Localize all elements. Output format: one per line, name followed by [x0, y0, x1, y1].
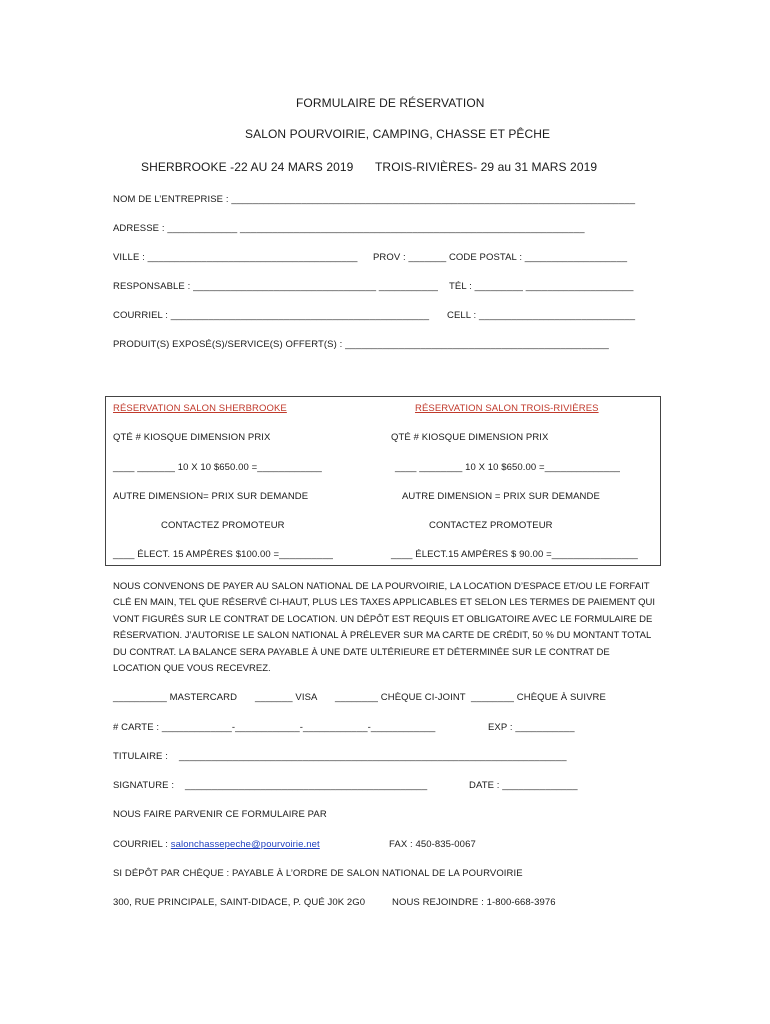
sherbrooke-electricity-line[interactable]: ____ ÉLECT. 15 AMPÈRES $100.00 =__________: [113, 549, 333, 560]
trois-rivieres-electricity-line[interactable]: ____ ÉLECT.15 AMPÈRES $ 90.00 =________________: [391, 549, 638, 560]
contact-phone: NOUS REJOINDRE : 1-800-668-3976: [392, 897, 556, 908]
province-postal-field[interactable]: PROV : _______ CODE POSTAL : ___________________: [373, 252, 628, 263]
trois-rivieres-columns: QTÉ # KIOSQUE DIMENSION PRIX: [391, 432, 549, 443]
signature-line[interactable]: _____________________________________________: [185, 780, 428, 791]
mastercard-option[interactable]: __________ MASTERCARD: [113, 692, 238, 703]
signature-label: SIGNATURE :: [113, 780, 175, 791]
trois-rivieres-other-dimension: AUTRE DIMENSION = PRIX SUR DEMANDE: [402, 491, 600, 502]
expiry-field[interactable]: EXP : ___________: [488, 722, 575, 733]
reservation-box: [105, 396, 661, 566]
city-field[interactable]: VILLE : _______________________________________: [113, 252, 358, 263]
products-field[interactable]: PRODUIT(S) EXPOSÉ(S)/SERVICE(S) OFFERT(S) : _________________________________________________: [113, 339, 609, 350]
cheque-payable-note: SI DÉPÔT PAR CHÈQUE : PAYABLE À L’ORDRE DE SALON NATIONAL DE LA POURVOIRIE: [113, 868, 523, 879]
card-number-field[interactable]: # CARTE : _____________-____________-____________-____________: [113, 722, 436, 733]
payment-agreement-text: NOUS CONVENONS DE PAYER AU SALON NATIONAL DE LA POURVOIRIE, LA LOCATION D’ESPACE ET/OU LE FORFAIT CLÉ EN MAIN, TEL QUE RÉSERVÉ CI-HAUT, PLUS LES TAXES APPLICABLES ET SELON LES TERMES DE PAIEMENT QUI VONT FIGURÉS SUR LE CONTRAT DE LOCATION. UN DÉPÔT EST REQUIS ET OBLIGATOIRE AVEC LE FORMULAIRE DE RÉSERVATION. J’AUTORISE LE SALON NATIONAL À PRÉLEVER SUR MA CARTE DE CRÉDIT, 50 % DU MONTANT TOTAL DU CONTRAT. LA BALANCE SERA PAYABLE À UNE DATE ULTÉRIEURE ET DÉTERMINÉE SUR LE CONTRAT DE LOCATION QUE VOUS RECEVREZ.: [113, 581, 656, 675]
cheque-to-follow-option[interactable]: ________ CHÈQUE À SUIVRE: [471, 692, 606, 703]
address-field[interactable]: ADRESSE : _____________ ________________________________________________________________: [113, 223, 585, 234]
company-name-field[interactable]: NOM DE L’ENTREPRISE : ___________________________________________________________________________: [113, 194, 636, 205]
cell-field[interactable]: CELL : _____________________________: [447, 310, 636, 321]
form-title: FORMULAIRE DE RÉSERVATION: [296, 96, 485, 110]
email-contact: [113, 839, 320, 851]
trois-rivieres-contact: CONTACTEZ PROMOTEUR: [429, 520, 553, 531]
sherbrooke-kiosk-line[interactable]: ____ _______ 10 X 10 $650.00 =____________: [113, 462, 322, 473]
date-field[interactable]: DATE : ______________: [469, 780, 578, 791]
sherbrooke-columns: QTÉ # KIOSQUE DIMENSION PRIX: [113, 432, 271, 443]
cheque-attached-option[interactable]: ________ CHÈQUE CI-JOINT: [335, 692, 466, 703]
phone-field[interactable]: TÉL : _________ ____________________: [449, 281, 634, 292]
email-field[interactable]: COURRIEL : ________________________________________________: [113, 310, 430, 321]
email-label: COURRIEL :: [113, 839, 171, 850]
trois-rivieres-heading: RÉSERVATION SALON TROIS-RIVIÈRES: [415, 403, 599, 414]
sherbrooke-other-dimension: AUTRE DIMENSION= PRIX SUR DEMANDE: [113, 491, 309, 502]
fax-number: FAX : 450-835-0067: [389, 839, 476, 850]
sherbrooke-heading: RÉSERVATION SALON SHERBROOKE: [113, 403, 287, 414]
email-link[interactable]: salonchassepeche@pourvoirie.net: [170, 839, 320, 850]
sherbrooke-contact: CONTACTEZ PROMOTEUR: [161, 520, 285, 531]
responsible-field[interactable]: RESPONSABLE : __________________________________ ___________: [113, 281, 439, 292]
mailing-address: 300, RUE PRINCIPALE, SAINT-DIDACE, P. QUÉ J0K 2G0: [113, 897, 366, 908]
dates-trois-rivieres: TROIS-RIVIÈRES- 29 au 31 MARS 2019: [375, 160, 598, 174]
cardholder-label: TITULAIRE :: [113, 751, 168, 762]
send-instructions: NOUS FAIRE PARVENIR CE FORMULAIRE PAR: [113, 809, 327, 820]
cardholder-line[interactable]: ________________________________________________________________________: [179, 751, 567, 762]
event-subtitle: SALON POURVOIRIE, CAMPING, CHASSE ET PÊCHE: [245, 127, 551, 141]
trois-rivieres-kiosk-line[interactable]: ____ ________ 10 X 10 $650.00 =______________: [395, 462, 621, 473]
visa-option[interactable]: _______ VISA: [255, 692, 318, 703]
dates-sherbrooke: SHERBROOKE -22 AU 24 MARS 2019: [141, 160, 354, 174]
